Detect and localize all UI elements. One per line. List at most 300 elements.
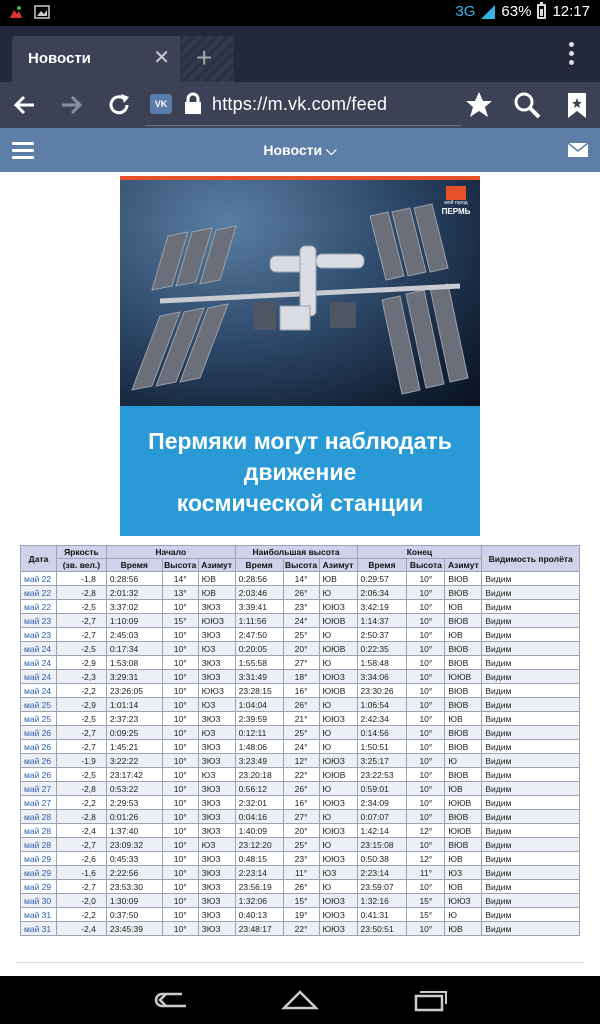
- cell-highest-alt: 23°: [283, 600, 319, 614]
- cell-end-az: ЮВ: [445, 628, 482, 642]
- cell-end-time: 1:06:54: [357, 698, 407, 712]
- cell-end-time: 1:32:16: [357, 894, 407, 908]
- cell-magnitude: -2,7: [56, 614, 106, 628]
- cell-highest-alt: 23°: [283, 852, 319, 866]
- table-row: [21, 894, 580, 908]
- table-header-row: [21, 546, 580, 559]
- cell-highest-az: ЮЮВ: [319, 684, 357, 698]
- cell-visibility: Видим: [482, 656, 580, 670]
- cell-highest-alt: 27°: [283, 656, 319, 670]
- cell-start-alt: 10°: [162, 656, 198, 670]
- col-end-alt: Высота: [407, 559, 445, 572]
- cell-highest-az: ЮЮВ: [319, 614, 357, 628]
- network-type: 3G: [455, 3, 476, 20]
- caption-line-3: космической станции: [176, 490, 424, 516]
- cell-start-time: 3:29:31: [106, 670, 162, 684]
- cell-date[interactable]: май 29: [21, 880, 57, 894]
- lock-icon: [182, 92, 204, 116]
- cell-start-time: 0:28:56: [106, 572, 162, 586]
- cell-start-alt: 10°: [162, 922, 198, 936]
- cell-highest-alt: 19°: [283, 908, 319, 922]
- table-row: [21, 628, 580, 642]
- cell-start-az: ЗЮЗ: [198, 628, 235, 642]
- cell-visibility: Видим: [482, 726, 580, 740]
- cell-end-az: ЮЮЗ: [445, 894, 482, 908]
- cell-highest-time: 3:23:49: [235, 754, 283, 768]
- cell-end-alt: 12°: [407, 824, 445, 838]
- cell-highest-time: 23:56:19: [235, 880, 283, 894]
- table-row: [21, 656, 580, 670]
- table-row: [21, 866, 580, 880]
- back-nav-icon[interactable]: [152, 988, 192, 1012]
- col-highest-az: Азимут: [319, 559, 357, 572]
- cell-end-time: 1:14:37: [357, 614, 407, 628]
- cell-highest-time: 0:48:15: [235, 852, 283, 866]
- cell-highest-alt: 20°: [283, 642, 319, 656]
- cell-date[interactable]: май 23: [21, 628, 57, 642]
- cell-date[interactable]: май 27: [21, 796, 57, 810]
- cell-end-time: 0:50:38: [357, 852, 407, 866]
- cell-magnitude: -2,8: [56, 782, 106, 796]
- cell-start-alt: 10°: [162, 838, 198, 852]
- cell-highest-time: 2:47:50: [235, 628, 283, 642]
- cell-start-az: ЗЮЗ: [198, 894, 235, 908]
- col-magnitude-unit: (зв. вел.): [56, 559, 106, 572]
- cell-start-az: ЗЮЗ: [198, 880, 235, 894]
- cell-date[interactable]: май 28: [21, 810, 57, 824]
- caption-line-1: Пермяки могут наблюдать: [148, 428, 452, 454]
- cell-highest-alt: 26°: [283, 586, 319, 600]
- cell-start-time: 0:17:34: [106, 642, 162, 656]
- recent-apps-icon[interactable]: [408, 988, 448, 1012]
- table-row: [21, 782, 580, 796]
- cell-end-alt: 10°: [407, 572, 445, 586]
- col-highest-time: Время: [235, 559, 283, 572]
- table-row: [21, 754, 580, 768]
- cell-end-alt: 10°: [407, 642, 445, 656]
- cell-start-time: 1:10:09: [106, 614, 162, 628]
- cell-highest-time: 2:32:01: [235, 796, 283, 810]
- cell-start-time: 1:45:21: [106, 740, 162, 754]
- col-end-az: Азимут: [445, 559, 482, 572]
- col-start-alt: Высота: [164, 560, 197, 570]
- tab-title: Новости: [28, 50, 91, 67]
- cell-date[interactable]: май 30: [21, 894, 57, 908]
- cell-magnitude: -2,7: [56, 880, 106, 894]
- cell-highest-az: Ю: [319, 726, 357, 740]
- cell-date[interactable]: май 26: [21, 726, 57, 740]
- cell-magnitude: -1,9: [56, 754, 106, 768]
- cell-end-alt: 15°: [407, 908, 445, 922]
- cell-date[interactable]: май 23: [21, 614, 57, 628]
- cell-highest-time: 0:40:13: [235, 908, 283, 922]
- iss-illustration: [120, 176, 480, 406]
- new-tab-button[interactable]: [180, 36, 234, 82]
- cell-date[interactable]: май 28: [21, 838, 57, 852]
- cell-highest-az: ЮЮВ: [319, 642, 357, 656]
- cell-visibility: Видим: [482, 600, 580, 614]
- caption-line-2: движение: [243, 459, 357, 485]
- cell-start-az: ЮЗ: [198, 768, 235, 782]
- cell-start-alt: 15°: [162, 614, 198, 628]
- cell-start-time: 23:53:30: [106, 880, 162, 894]
- cell-end-alt: 10°: [407, 768, 445, 782]
- cell-highest-time: 1:04:04: [235, 698, 283, 712]
- cell-highest-az: Ю: [319, 740, 357, 754]
- cell-end-alt: 10°: [407, 754, 445, 768]
- cell-end-alt: 15°: [407, 894, 445, 908]
- browser-toolbar: [0, 82, 600, 128]
- table-row: [21, 824, 580, 838]
- cell-date[interactable]: май 28: [21, 824, 57, 838]
- table-row: [21, 838, 580, 852]
- cell-start-az: ЗЮЗ: [198, 852, 235, 866]
- cell-end-alt: 10°: [407, 600, 445, 614]
- home-nav-icon[interactable]: [280, 988, 320, 1012]
- cell-magnitude: -2,6: [56, 852, 106, 866]
- bookmarks-icon[interactable]: [562, 90, 592, 120]
- cell-date[interactable]: май 24: [21, 642, 57, 656]
- cell-start-alt: 10°: [162, 628, 198, 642]
- cell-start-alt: 10°: [162, 866, 198, 880]
- cell-end-time: 3:25:17: [357, 754, 407, 768]
- cell-end-az: ЮВ: [445, 600, 482, 614]
- cell-start-alt: 10°: [162, 600, 198, 614]
- cell-start-alt: 10°: [162, 908, 198, 922]
- address-bar[interactable]: [150, 90, 450, 122]
- cell-highest-time: 0:56:12: [235, 782, 283, 796]
- cell-end-alt: 10°: [407, 698, 445, 712]
- cell-start-alt: 10°: [162, 852, 198, 866]
- col-start-time: Время: [106, 559, 162, 572]
- battery-icon: [537, 4, 546, 19]
- cell-visibility: Видим: [482, 880, 580, 894]
- cell-date[interactable]: май 31: [21, 922, 57, 936]
- cell-end-az: ЮВ: [445, 712, 482, 726]
- cell-end-alt: 10°: [407, 628, 445, 642]
- messages-icon[interactable]: [568, 143, 588, 157]
- cell-start-time: 2:01:32: [106, 586, 162, 600]
- poster-caption-block: [120, 406, 480, 536]
- cell-end-time: 23:30:26: [357, 684, 407, 698]
- cell-start-time: 2:29:53: [106, 796, 162, 810]
- cell-start-alt: 10°: [162, 824, 198, 838]
- cell-start-az: ЮЗ: [198, 642, 235, 656]
- cell-start-time: 23:09:32: [106, 838, 162, 852]
- cell-end-time: 0:22:35: [357, 642, 407, 656]
- cell-visibility: Видим: [482, 810, 580, 824]
- cell-end-time: 0:29:57: [357, 572, 407, 586]
- cell-highest-az: ЮЮЗ: [319, 670, 357, 684]
- cell-start-time: 3:22:22: [106, 754, 162, 768]
- back-arrow-icon[interactable]: [10, 90, 40, 120]
- image-notification-icon: [34, 4, 50, 20]
- page-title[interactable]: Новости ⌵: [263, 142, 337, 158]
- cell-magnitude: -2,2: [56, 684, 106, 698]
- table-row: [21, 852, 580, 866]
- cell-end-alt: 10°: [407, 614, 445, 628]
- post-image[interactable]: [120, 176, 480, 536]
- cell-highest-time: 1:32:06: [235, 894, 283, 908]
- cell-start-time: 2:37:23: [106, 712, 162, 726]
- cell-highest-az: Ю: [319, 810, 357, 824]
- cell-magnitude: -2,3: [56, 670, 106, 684]
- cell-highest-alt: 11°: [283, 866, 319, 880]
- cell-end-az: ВЮВ: [445, 740, 482, 754]
- signal-icon: [481, 5, 495, 19]
- clock: 12:17: [552, 3, 590, 20]
- table-row: [21, 642, 580, 656]
- cell-date[interactable]: май 22: [21, 600, 57, 614]
- cell-visibility: Видим: [482, 670, 580, 684]
- cell-visibility: Видим: [482, 614, 580, 628]
- cell-start-az: ЗЮЗ: [198, 908, 235, 922]
- cell-end-az: ВЮВ: [445, 698, 482, 712]
- col-highest-alt: Высота: [285, 560, 318, 570]
- cell-end-alt: 10°: [407, 656, 445, 670]
- cell-date[interactable]: май 22: [21, 586, 57, 600]
- cell-highest-az: ЮЮЗ: [319, 922, 357, 936]
- cell-end-alt: 10°: [407, 740, 445, 754]
- cell-highest-time: 2:39:59: [235, 712, 283, 726]
- accent-bar: [120, 176, 480, 180]
- cell-magnitude: -1,8: [56, 572, 106, 586]
- cell-end-az: ЮВ: [445, 922, 482, 936]
- navigation-bar: [0, 976, 600, 1024]
- table-row: [21, 684, 580, 698]
- cell-start-alt: 10°: [162, 796, 198, 810]
- cell-highest-time: 0:20:05: [235, 642, 283, 656]
- cell-magnitude: -2,5: [56, 712, 106, 726]
- cell-highest-az: ЮЗ: [319, 866, 357, 880]
- battery-percent: 63%: [501, 3, 532, 20]
- table-row: [21, 670, 580, 684]
- table-row: [21, 796, 580, 810]
- cell-start-time: 23:17:42: [106, 768, 162, 782]
- cell-end-time: 2:34:09: [357, 796, 407, 810]
- cell-end-az: ВЮВ: [445, 614, 482, 628]
- cell-end-time: 23:15:08: [357, 838, 407, 852]
- cell-highest-az: Ю: [319, 656, 357, 670]
- cell-start-az: ЗЮЗ: [198, 754, 235, 768]
- table-row: [21, 740, 580, 754]
- cell-date[interactable]: май 25: [21, 698, 57, 712]
- cell-highest-az: Ю: [319, 782, 357, 796]
- cell-start-az: ЗЮЗ: [198, 670, 235, 684]
- cell-date[interactable]: май 25: [21, 712, 57, 726]
- cell-date[interactable]: май 27: [21, 782, 57, 796]
- cell-highest-az: ЮЮЗ: [319, 852, 357, 866]
- cell-end-alt: 10°: [407, 880, 445, 894]
- table-body: [21, 572, 580, 936]
- cell-end-alt: 10°: [407, 922, 445, 936]
- url-text[interactable]: https://m.vk.com/feed: [212, 94, 388, 114]
- cell-highest-time: 2:23:14: [235, 866, 283, 880]
- table-row: [21, 614, 580, 628]
- cell-start-alt: 10°: [162, 810, 198, 824]
- cell-end-time: 2:42:34: [357, 712, 407, 726]
- cell-end-alt: 10°: [407, 586, 445, 600]
- cell-start-time: 3:37:02: [106, 600, 162, 614]
- star-icon[interactable]: [464, 90, 494, 120]
- cell-date[interactable]: май 22: [21, 572, 57, 586]
- cell-date[interactable]: май 24: [21, 684, 57, 698]
- cell-date[interactable]: май 24: [21, 656, 57, 670]
- cell-end-az: ВЮВ: [445, 810, 482, 824]
- table-row: [21, 586, 580, 600]
- cell-visibility: Видим: [482, 642, 580, 656]
- cell-date[interactable]: май 26: [21, 740, 57, 754]
- cell-magnitude: -2,4: [56, 922, 106, 936]
- perm-logo: мой город ПЕРМЬ: [438, 186, 474, 222]
- cell-date[interactable]: май 26: [21, 768, 57, 782]
- cell-highest-az: ЮЮВ: [319, 768, 357, 782]
- cell-highest-az: Ю: [319, 628, 357, 642]
- table-row: [21, 908, 580, 922]
- cell-date[interactable]: май 29: [21, 866, 57, 880]
- cell-date[interactable]: май 29: [21, 852, 57, 866]
- cell-magnitude: -2,5: [56, 768, 106, 782]
- cell-magnitude: -2,2: [56, 796, 106, 810]
- cell-start-alt: 10°: [162, 698, 198, 712]
- table-row: [21, 600, 580, 614]
- col-end-time: Время: [357, 559, 407, 572]
- cell-highest-alt: 26°: [283, 782, 319, 796]
- cell-start-time: 0:01:26: [106, 810, 162, 824]
- cell-end-az: ВЮВ: [445, 572, 482, 586]
- cell-visibility: Видим: [482, 838, 580, 852]
- cell-visibility: Видим: [482, 628, 580, 642]
- cell-magnitude: -2,4: [56, 824, 106, 838]
- col-highest: Наибольшая высота: [235, 546, 357, 559]
- cell-date[interactable]: май 26: [21, 754, 57, 768]
- cell-start-time: 1:53:08: [106, 656, 162, 670]
- cell-end-alt: 10°: [407, 712, 445, 726]
- cell-end-az: ЮЮВ: [445, 670, 482, 684]
- cell-highest-az: Ю: [319, 838, 357, 852]
- cell-magnitude: -2,7: [56, 838, 106, 852]
- cell-highest-alt: 14°: [283, 572, 319, 586]
- cell-magnitude: -1,6: [56, 866, 106, 880]
- cell-end-time: 3:42:19: [357, 600, 407, 614]
- cell-highest-az: ЮЮЗ: [319, 600, 357, 614]
- cell-end-az: ВЮВ: [445, 656, 482, 670]
- cell-highest-alt: 16°: [283, 684, 319, 698]
- cell-highest-az: ЮЮЗ: [319, 824, 357, 838]
- cell-highest-alt: 26°: [283, 698, 319, 712]
- cell-highest-alt: 25°: [283, 726, 319, 740]
- cell-end-az: ВЮВ: [445, 768, 482, 782]
- cell-start-time: 0:53:22: [106, 782, 162, 796]
- cell-visibility: Видим: [482, 754, 580, 768]
- cell-magnitude: -2,7: [56, 628, 106, 642]
- cell-start-alt: 10°: [162, 642, 198, 656]
- cell-highest-time: 3:31:49: [235, 670, 283, 684]
- reload-icon[interactable]: [104, 90, 134, 120]
- cell-magnitude: -2,8: [56, 586, 106, 600]
- cell-visibility: Видим: [482, 740, 580, 754]
- cell-visibility: Видим: [482, 572, 580, 586]
- cell-date[interactable]: май 31: [21, 908, 57, 922]
- cell-end-az: ВЮВ: [445, 838, 482, 852]
- cell-end-az: ЮЮВ: [445, 824, 482, 838]
- cell-start-az: ЮВ: [198, 572, 235, 586]
- cell-magnitude: -2,0: [56, 894, 106, 908]
- forward-arrow-icon[interactable]: [56, 90, 86, 120]
- close-tab-icon[interactable]: ✕: [153, 47, 170, 69]
- iss-photo: [120, 176, 480, 406]
- cell-start-time: 1:30:09: [106, 894, 162, 908]
- cell-highest-time: 1:11:56: [235, 614, 283, 628]
- cell-visibility: Видим: [482, 866, 580, 880]
- cell-magnitude: -2,5: [56, 642, 106, 656]
- divider: [16, 962, 584, 963]
- cell-start-alt: 14°: [162, 572, 198, 586]
- cell-end-alt: 11°: [407, 866, 445, 880]
- cell-end-time: 1:42:14: [357, 824, 407, 838]
- cell-highest-alt: 22°: [283, 768, 319, 782]
- cell-end-az: ВЮВ: [445, 684, 482, 698]
- table-row: [21, 726, 580, 740]
- cell-start-alt: 10°: [162, 782, 198, 796]
- cell-start-time: 2:22:56: [106, 866, 162, 880]
- table-row: [21, 698, 580, 712]
- table-row: [21, 810, 580, 824]
- cell-end-alt: 10°: [407, 684, 445, 698]
- status-bar: [0, 0, 600, 26]
- cell-end-az: ЮЗ: [445, 866, 482, 880]
- search-icon[interactable]: [512, 90, 542, 120]
- cell-end-time: 23:59:07: [357, 880, 407, 894]
- cell-end-alt: 10°: [407, 670, 445, 684]
- cell-end-az: ЮЮВ: [445, 796, 482, 810]
- col-end: Конец: [357, 546, 482, 559]
- cell-highest-alt: 27°: [283, 810, 319, 824]
- cell-start-alt: 10°: [162, 754, 198, 768]
- cell-highest-alt: 22°: [283, 922, 319, 936]
- cell-highest-time: 23:20:18: [235, 768, 283, 782]
- browser-tab[interactable]: [12, 36, 184, 82]
- cell-end-az: ЮВ: [445, 782, 482, 796]
- cell-start-az: ЗЮЗ: [198, 866, 235, 880]
- site-favicon: VK: [150, 94, 172, 114]
- tab-strip: [0, 26, 600, 82]
- cell-date[interactable]: май 24: [21, 670, 57, 684]
- cell-magnitude: -2,8: [56, 810, 106, 824]
- feed-content: [0, 172, 600, 976]
- table-row: [21, 768, 580, 782]
- cell-magnitude: -2,5: [56, 600, 106, 614]
- cell-highest-az: ЮЮЗ: [319, 894, 357, 908]
- cell-start-time: 2:45:03: [106, 628, 162, 642]
- cell-start-alt: 10°: [162, 894, 198, 908]
- cell-highest-az: Ю: [319, 880, 357, 894]
- cell-end-alt: 10°: [407, 838, 445, 852]
- cell-start-alt: 10°: [162, 740, 198, 754]
- poster-caption: [120, 426, 480, 519]
- cell-highest-time: 0:28:56: [235, 572, 283, 586]
- cell-visibility: Видим: [482, 768, 580, 782]
- overflow-menu-icon[interactable]: [569, 42, 574, 65]
- cell-start-az: ЮВ: [198, 586, 235, 600]
- cell-visibility: Видим: [482, 824, 580, 838]
- cell-start-time: 23:26:05: [106, 684, 162, 698]
- cell-visibility: Видим: [482, 908, 580, 922]
- cell-start-az: ЗЮЗ: [198, 712, 235, 726]
- cell-end-az: ВЮВ: [445, 586, 482, 600]
- cell-start-time: 0:09:25: [106, 726, 162, 740]
- cell-start-az: ЗЮЗ: [198, 656, 235, 670]
